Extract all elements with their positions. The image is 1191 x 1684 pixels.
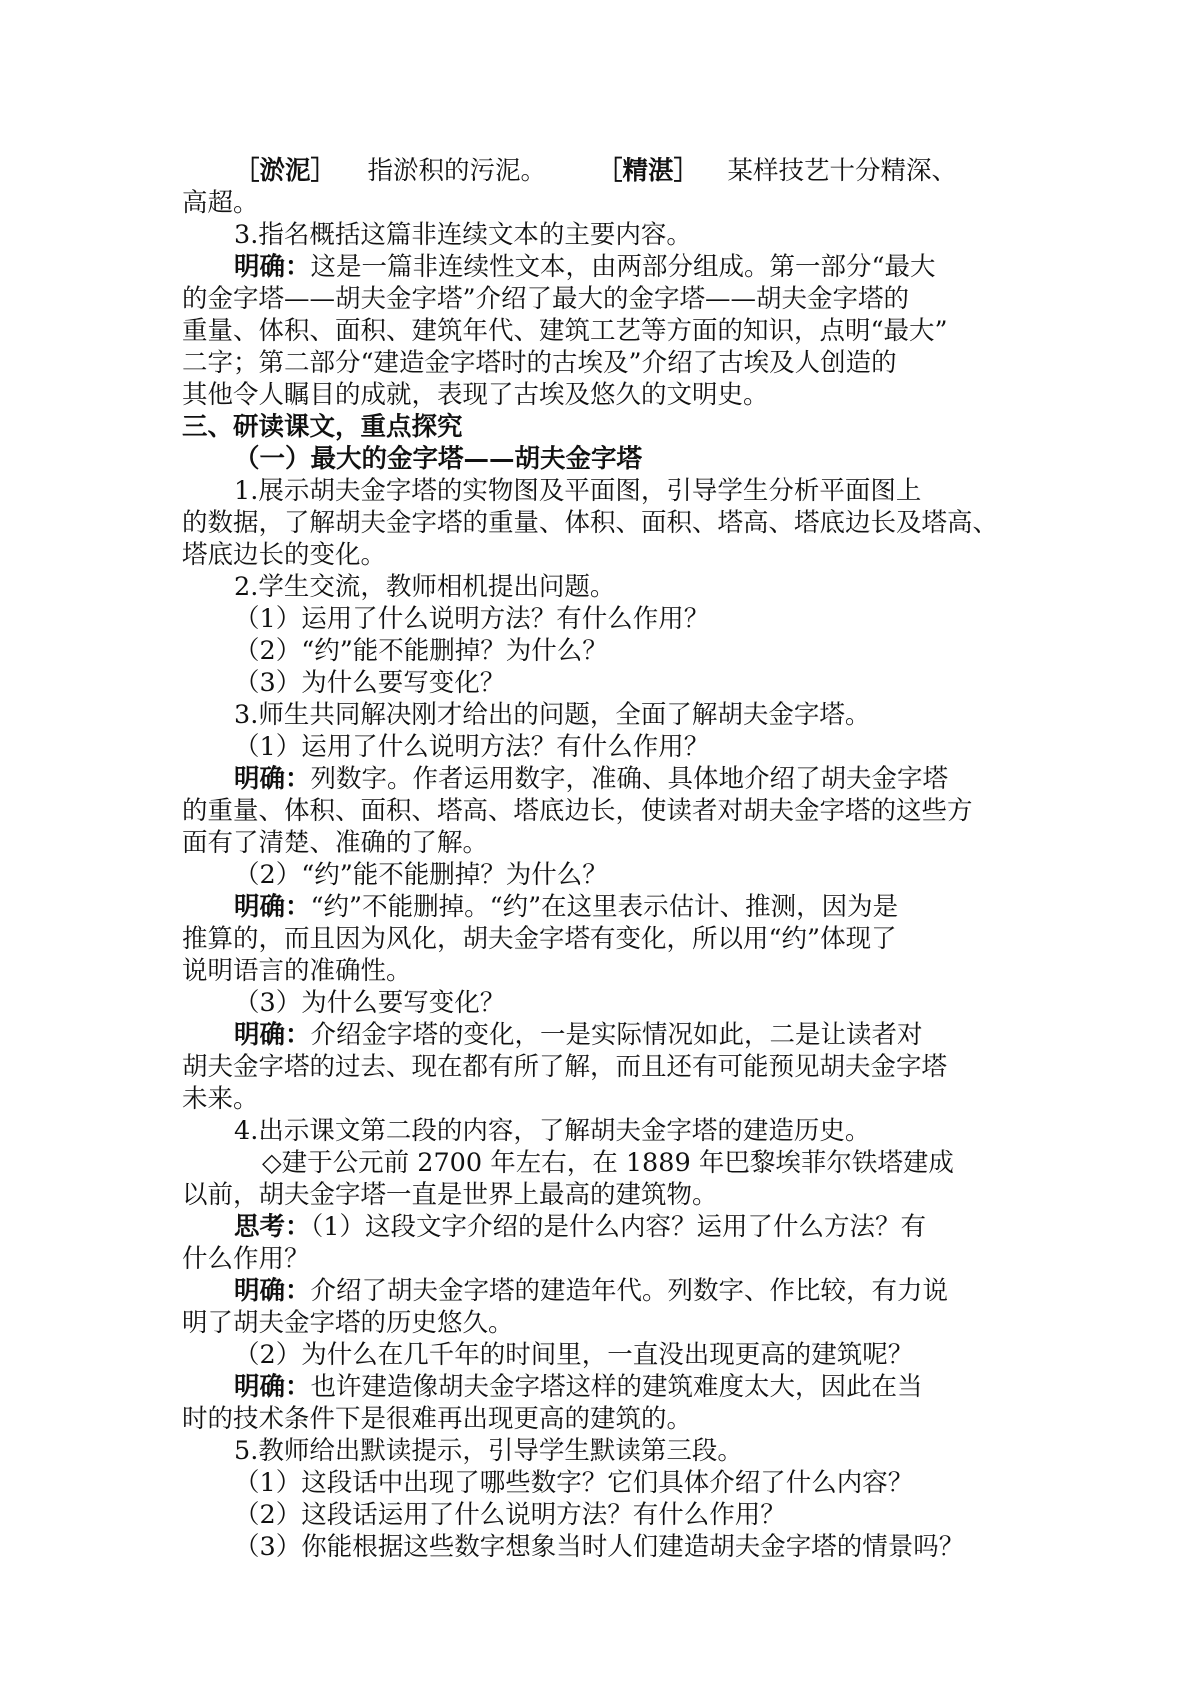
numbered-item: 4.出示课文第二段的内容，了解胡夫金字塔的建造历史。 — [234, 1116, 871, 1146]
text-line: 什么作用？ — [182, 1244, 310, 1274]
text-line: 其他令人瞩目的成就，表现了古埃及悠久的文明史。 — [182, 380, 769, 410]
text-line: 高超。 — [182, 188, 259, 218]
answer-line — [234, 891, 1094, 923]
question-item: （1）这段话中出现了哪些数字？它们具体介绍了什么内容？ — [234, 1468, 914, 1498]
subsection-heading: （一）最大的金字塔——胡夫金字塔 — [234, 444, 643, 474]
answer-text: 介绍了胡夫金字塔的建造年代。列数字、作比较，有力说 — [310, 1276, 949, 1306]
numbered-item: 3.师生共同解决刚才给出的问题，全面了解胡夫金字塔。 — [234, 700, 871, 730]
answer-label: 明确： — [234, 892, 311, 922]
term-jingzhan: ［精湛］ — [597, 156, 700, 186]
question-item: （2）“约”能不能删掉？为什么？ — [234, 860, 608, 890]
text-line: 的数据，了解胡夫金字塔的重量、体积、面积、塔高、塔底边长及塔高、 — [182, 508, 999, 538]
text-line: 推算的，而且因为风化，胡夫金字塔有变化，所以用“约”体现了 — [182, 924, 897, 954]
answer-label: 明确： — [234, 1276, 311, 1306]
answer-label: 明确： — [234, 1020, 311, 1050]
question-item: （1）运用了什么说明方法？有什么作用？ — [234, 732, 710, 762]
answer-label: 明确： — [234, 252, 311, 282]
think-label: 思考： — [234, 1212, 311, 1242]
question-item: （2）为什么在几千年的时间里，一直没出现更高的建筑呢？ — [234, 1340, 914, 1370]
answer-text: 也许建造像胡夫金字塔这样的建筑难度太大，因此在当 — [310, 1372, 923, 1402]
think-text: （1）这段文字介绍的是什么内容？运用了什么方法？有 — [310, 1212, 926, 1242]
text-line: 明了胡夫金字塔的历史悠久。 — [182, 1308, 514, 1338]
text-line: 说明语言的准确性。 — [182, 956, 412, 986]
text-line: 以前，胡夫金字塔一直是世界上最高的建筑物。 — [182, 1180, 718, 1210]
text-line: 的重量、体积、面积、塔高、塔底边长，使读者对胡夫金字塔的这些方 — [182, 796, 973, 826]
question-item: （3）为什么要写变化？ — [234, 668, 506, 698]
text-line: 胡夫金字塔的过去、现在都有所了解，而且还有可能预见胡夫金字塔 — [182, 1052, 948, 1082]
answer-line — [234, 251, 1094, 283]
term-yuni-definition: 指淤积的污泥。 — [342, 156, 547, 186]
term-jingzhan-definition: 某样技艺十分精深、 — [702, 156, 958, 186]
text-line: 面有了清楚、准确的了解。 — [182, 828, 489, 858]
answer-line — [234, 1275, 1094, 1307]
text-line: 时的技术条件下是很难再出现更高的建筑的。 — [182, 1404, 693, 1434]
text-line: 二字；第二部分“建造金字塔时的古埃及”介绍了古埃及人创造的 — [182, 348, 897, 378]
text-line: 重量、体积、面积、建筑年代、建筑工艺等方面的知识，点明“最大” — [182, 316, 948, 346]
question-item: （3）为什么要写变化？ — [234, 988, 506, 1018]
answer-line — [234, 1371, 1094, 1403]
answer-label: 明确： — [234, 1372, 311, 1402]
answer-text: 列数字。作者运用数字，准确、具体地介绍了胡夫金字塔 — [310, 764, 949, 794]
answer-text: 这是一篇非连续性文本，由两部分组成。第一部分“最大 — [310, 252, 936, 282]
answer-text: “约”不能删掉。“约”在这里表示估计、推测，因为是 — [310, 892, 899, 922]
answer-label: 明确： — [234, 764, 311, 794]
section-heading: 三、研读课文，重点探究 — [182, 412, 463, 442]
question-item: （2）这段话运用了什么说明方法？有什么作用？ — [234, 1500, 786, 1530]
question-item: （3）你能根据这些数字想象当时人们建造胡夫金字塔的情景吗？ — [234, 1532, 965, 1562]
answer-line — [234, 1019, 1094, 1051]
text-line: 未来。 — [182, 1084, 259, 1114]
answer-line — [234, 763, 1094, 795]
question-item: （1）运用了什么说明方法？有什么作用？ — [234, 604, 710, 634]
numbered-item: 5.教师给出默读提示，引导学生默读第三段。 — [234, 1436, 743, 1466]
answer-text: 介绍金字塔的变化，一是实际情况如此，二是让读者对 — [310, 1020, 923, 1050]
text-line: 塔底边长的变化。 — [182, 540, 387, 570]
numbered-item: 3.指名概括这篇非连续文本的主要内容。 — [234, 220, 692, 250]
quoted-passage: ◇建于公元前 2700 年左右，在 1889 年巴黎埃菲尔铁塔建成 — [262, 1148, 954, 1178]
text-line: 的金字塔——胡夫金字塔”介绍了最大的金字塔——胡夫金字塔的 — [182, 284, 910, 314]
question-item: （2）“约”能不能删掉？为什么？ — [234, 636, 608, 666]
think-line — [234, 1211, 1094, 1243]
term-yuni: ［淤泥］ — [234, 156, 337, 186]
numbered-item: 1.展示胡夫金字塔的实物图及平面图，引导学生分析平面图上 — [234, 476, 922, 506]
numbered-item: 2.学生交流，教师相机提出问题。 — [234, 572, 616, 602]
